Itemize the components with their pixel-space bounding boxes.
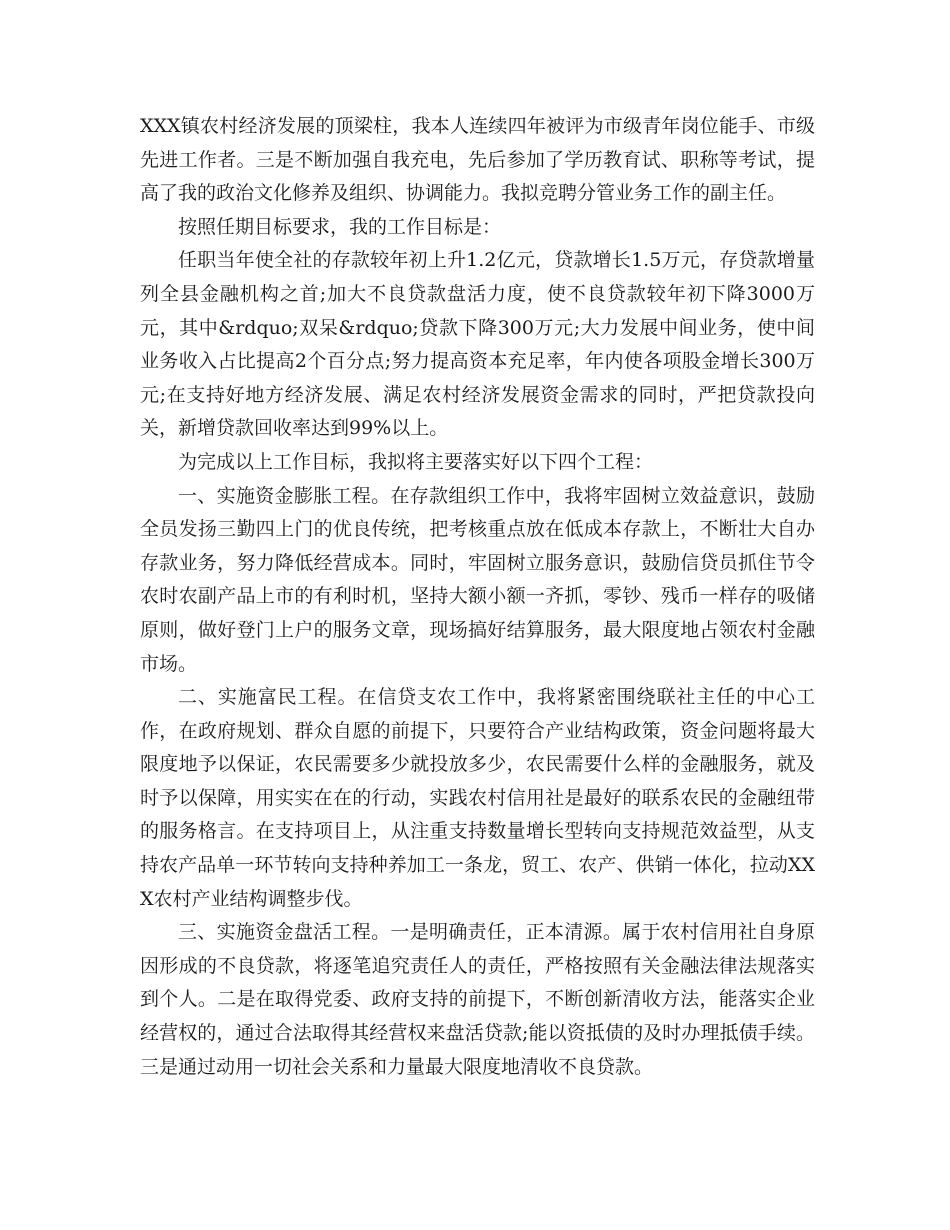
document-body	[140, 110, 815, 1084]
paragraph-6: 二、实施富民工程。在信贷支农工作中，我将紧密围绕联社主任的中心工作，在政府规划、群众自愿的前提下，只要符合产业结构政策，资金问题将最大限度地予以保证，农民需要多少就投放多少，农民需要什么样的金融服务，就及时予以保障，用实实在在的行动，实践农村信用社是最好的联系农民的金融纽带的服务格言。在支持项目上，从注重支持数量增长型转向支持规范效益型，从支持农产品单一环节转向支持种养加工一条龙，贸工、农产、供销一体化，拉动XXX农村产业结构调整步伐。	[140, 686, 815, 910]
paragraph-2: 按照任期目标要求，我的工作目标是：	[178, 215, 502, 238]
paragraph-1: XXX镇农村经济发展的顶梁柱，我本人连续四年被评为市级青年岗位能手、市级先进工作者。三是不断加强自我充电，先后参加了学历教育试、职称等考试，提高了我的政治文化修养及组织、协调能力。我拟竞聘分管业务工作的副主任。	[140, 115, 815, 205]
paragraph-4: 为完成以上工作目标，我拟将主要落实好以下四个工程：	[178, 450, 654, 473]
paragraph-7: 三、实施资金盘活工程。一是明确责任，正本清源。属于农村信用社自身原因形成的不良贷款，将逐笔追究责任人的责任，严格按照有关金融法律法规落实到个人。二是在取得党委、政府支持的前提下，不断创新清收方法，能落实企业经营权的，通过合法取得其经营权来盘活贷款;能以资抵债的及时办理抵债手续。三是通过动用一切社会关系和力量最大限度地清收不良贷款。	[140, 921, 815, 1078]
paragraph-3: 任职当年使全社的存款较年初上升1.2亿元，贷款增长1.5万元，存贷款增量列全县金融机构之首;加大不良贷款盘活力度，使不良贷款较年初下降3000万元，其中&rdquo;双呆&rdquo;贷款下降300万元;大力发展中间业务，使中间业务收入占比提高2个百分点;努力提高资本充足率，年内使各项股金增长300万元;在支持好地方经济发展、满足农村经济发展资金需求的同时，严把贷款投向关，新增贷款回收率达到99%以上。	[140, 249, 815, 440]
paragraph-5: 一、实施资金膨胀工程。在存款组织工作中，我将牢固树立效益意识，鼓励全员发扬三勤四上门的优良传统，把考核重点放在低成本存款上，不断壮大自办存款业务，努力降低经营成本。同时，牢固树立服务意识，鼓励信贷员抓住节令农时农副产品上市的有利时机，坚持大额小额一齐抓，零钞、残币一样存的吸储原则，做好登门上户的服务文章，现场搞好结算服务，最大限度地占领农村金融市场。	[140, 484, 815, 675]
